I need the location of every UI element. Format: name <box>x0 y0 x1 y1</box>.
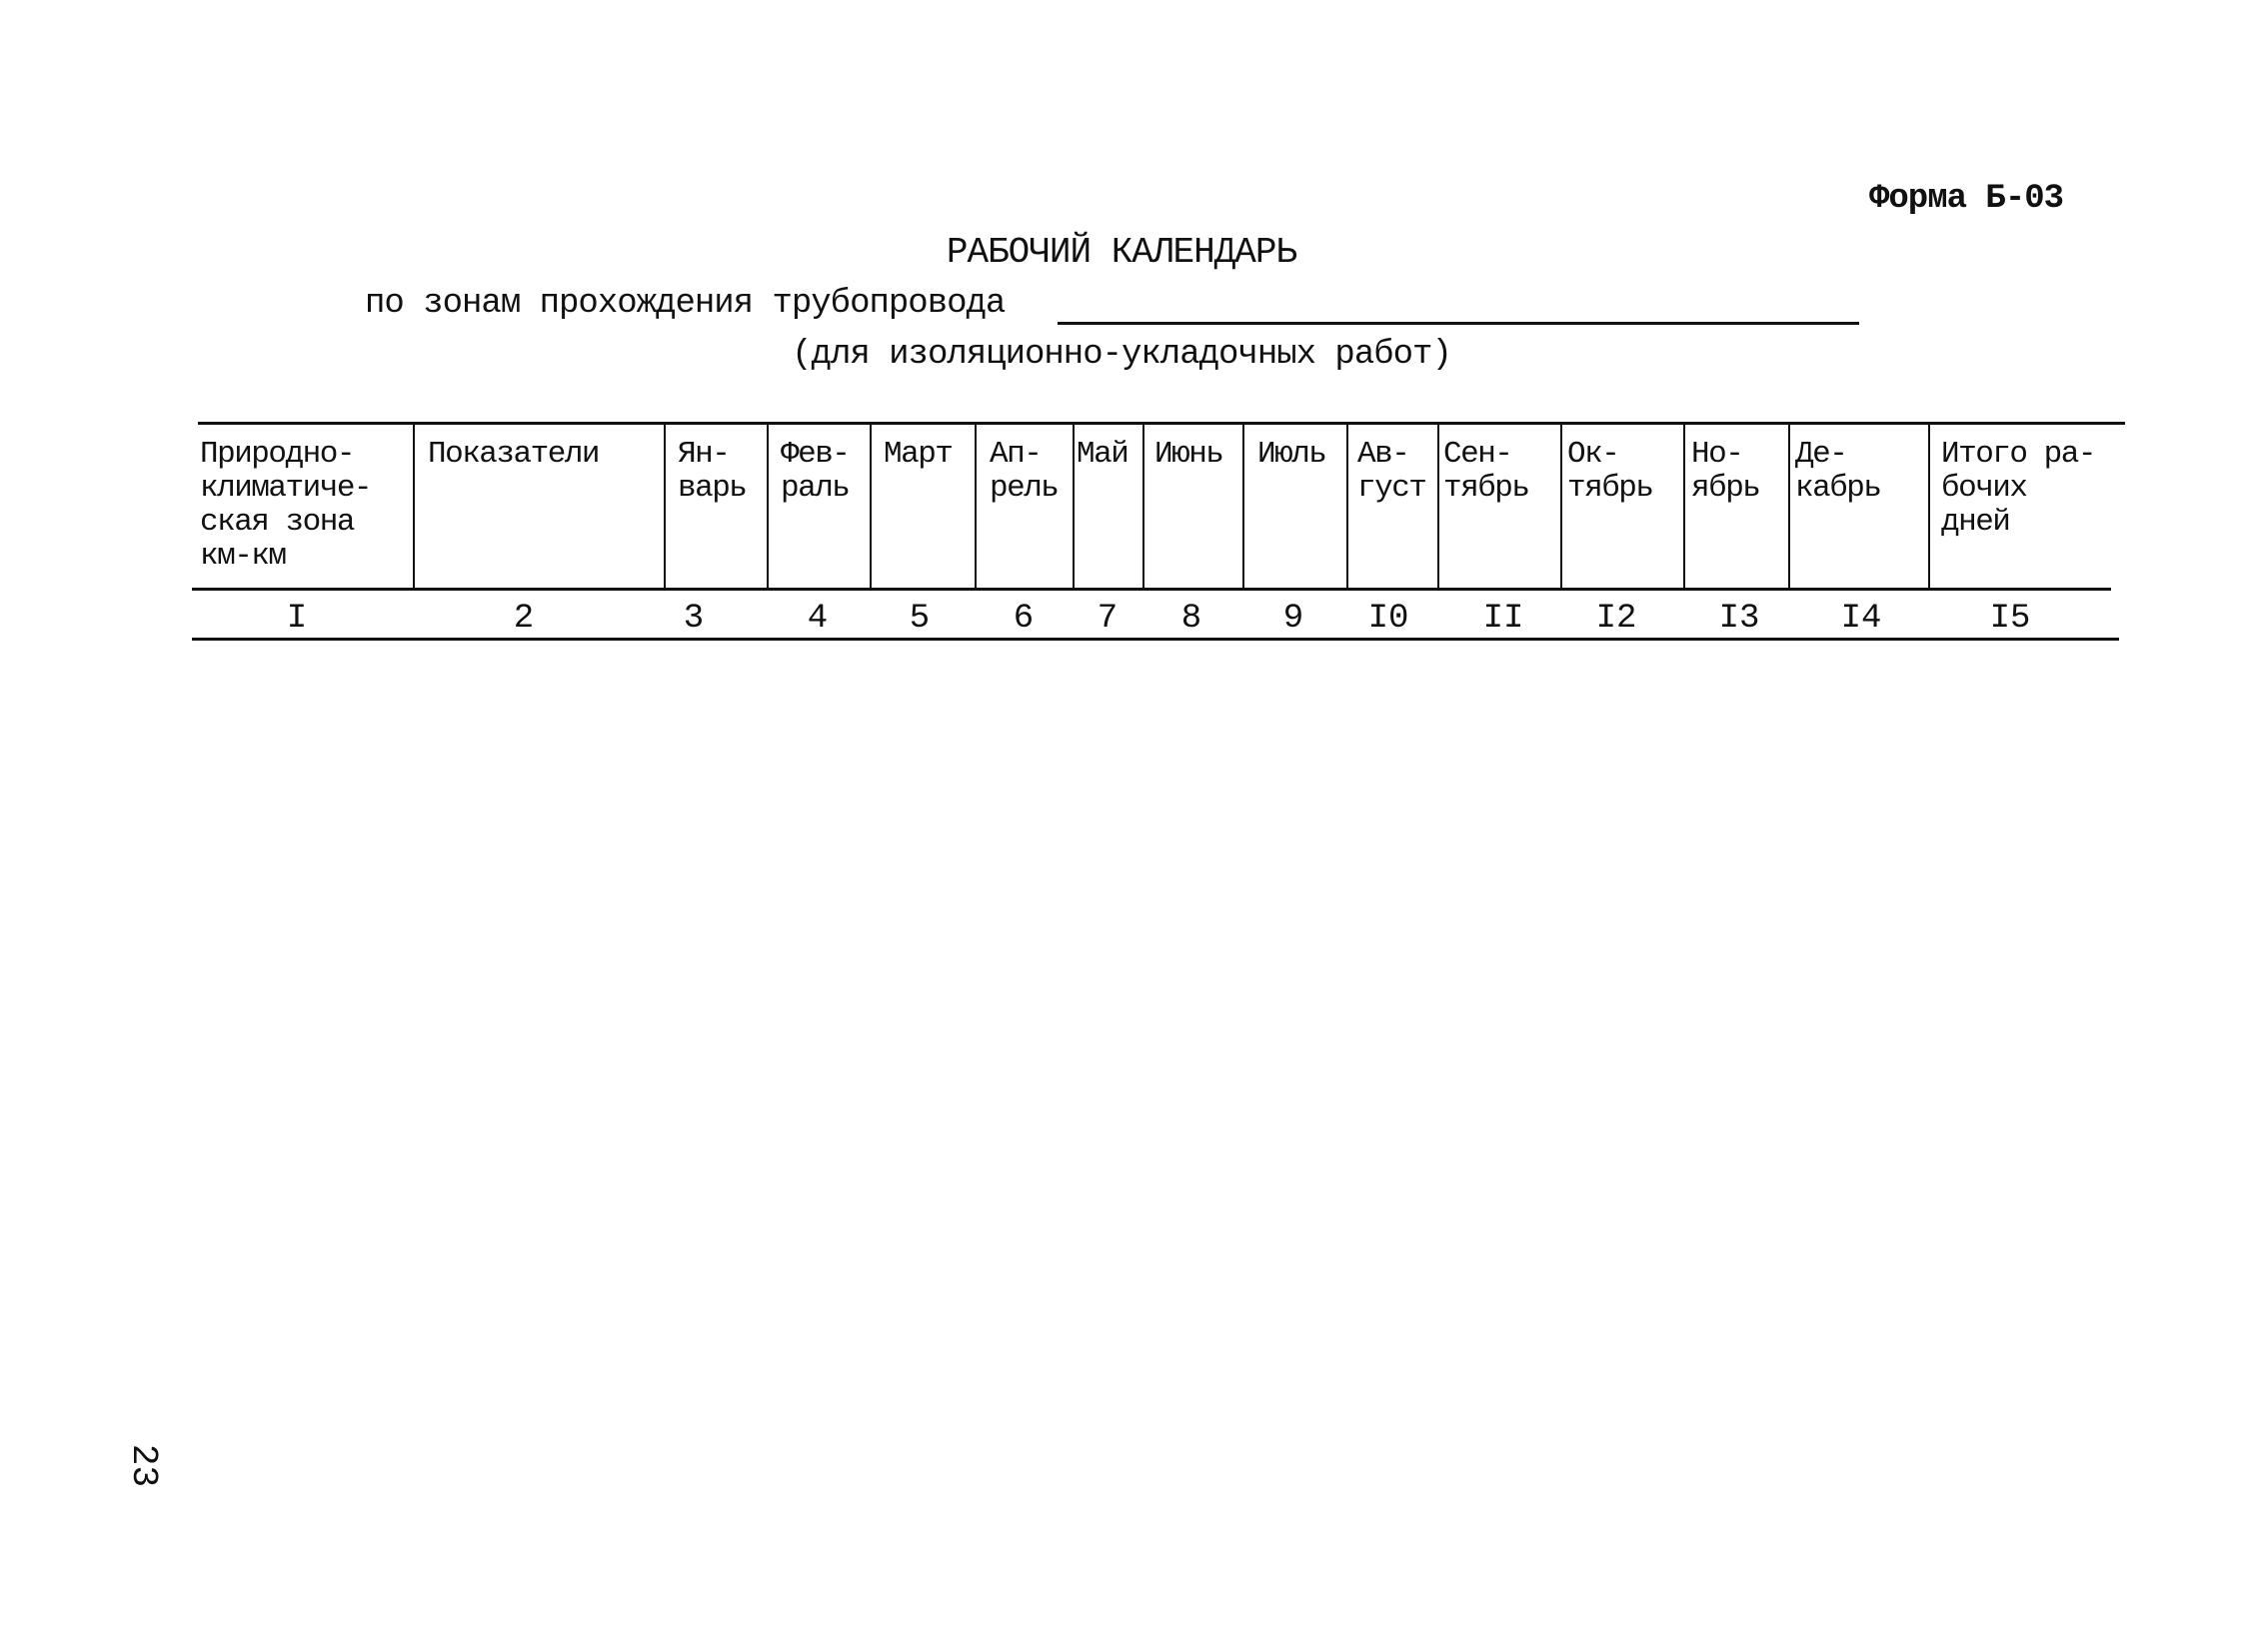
column-number: I5 <box>1989 600 2031 638</box>
header-cell-zone: Природно- климатиче- ская зона км-км <box>200 437 372 574</box>
column-number: I2 <box>1595 600 1637 638</box>
column-number: 9 <box>1282 600 1304 638</box>
header-cell-august: Ав- густ <box>1357 437 1426 506</box>
column-number: 7 <box>1097 600 1119 638</box>
column-number: II <box>1482 600 1524 638</box>
table-header-rule <box>192 588 2111 591</box>
column-number: 6 <box>1013 600 1035 638</box>
column-number: I0 <box>1367 600 1409 638</box>
header-cell-june: Июнь <box>1154 437 1223 472</box>
column-divider <box>1142 422 1144 590</box>
column-divider <box>870 422 872 590</box>
column-number: I3 <box>1718 600 1760 638</box>
column-number: I <box>286 600 308 638</box>
header-cell-november: Но- ябрь <box>1691 437 1760 506</box>
column-number: 2 <box>513 600 535 638</box>
document-subtitle: по зонам прохождения трубопровода <box>365 285 1006 323</box>
table-bottom-rule <box>192 638 2119 641</box>
header-cell-february: Фев- раль <box>781 437 850 506</box>
column-divider <box>1073 422 1075 590</box>
form-code: Форма Б-03 <box>1869 180 2064 218</box>
header-cell-july: Июль <box>1257 437 1326 472</box>
header-cell-march: Март <box>884 437 953 472</box>
column-number: 8 <box>1180 600 1202 638</box>
column-divider <box>413 422 415 590</box>
column-divider <box>975 422 977 590</box>
pipeline-fill-line <box>1058 322 1859 325</box>
column-divider <box>1437 422 1439 590</box>
column-divider <box>1928 422 1930 590</box>
column-divider <box>1560 422 1562 590</box>
column-divider <box>767 422 769 590</box>
header-cell-total-working-days: Итого ра- бочих дней <box>1941 437 2095 540</box>
header-cell-may: Май <box>1077 437 1128 472</box>
document-note: (для изоляционно-укладочных работ) <box>792 336 1451 374</box>
column-divider <box>664 422 666 590</box>
column-number: 3 <box>683 600 705 638</box>
header-cell-april: Ап- рель <box>990 437 1059 506</box>
table-top-rule <box>198 422 2125 425</box>
column-divider <box>1683 422 1685 590</box>
header-cell-indicators: Показатели <box>428 437 600 472</box>
header-cell-january: Ян- варь <box>678 437 747 506</box>
column-divider <box>1242 422 1244 590</box>
column-number: 4 <box>807 600 829 638</box>
header-cell-december: Де- кабрь <box>1795 437 1881 506</box>
document-title: РАБОЧИЙ КАЛЕНДАРЬ <box>946 232 1297 273</box>
page-number: 23 <box>123 1443 165 1488</box>
column-divider <box>1346 422 1348 590</box>
column-number: 5 <box>909 600 931 638</box>
header-cell-october: Ок- тябрь <box>1567 437 1653 506</box>
column-divider <box>1788 422 1790 590</box>
column-number: I4 <box>1840 600 1882 638</box>
header-cell-september: Сен- тябрь <box>1443 437 1529 506</box>
